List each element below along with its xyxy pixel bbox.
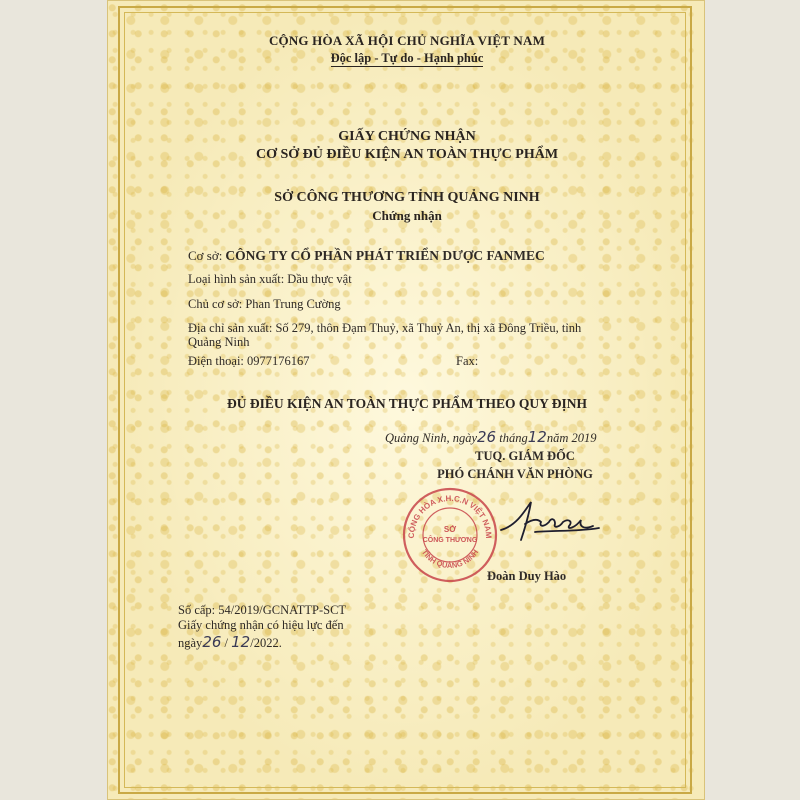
address-line1: Số 279, thôn Đạm Thuỷ, xã Thuỷ An, thị xã Đông Triều, tỉnh <box>275 321 582 335</box>
stamp-bottom-text: TỈNH QUẢNG NINH <box>419 547 481 570</box>
fax-label: Fax: <box>456 354 479 368</box>
validity-year: 2022. <box>253 636 282 650</box>
facility-name: CÔNG TY CỔ PHẦN PHÁT TRIỂN DƯỢC FANMEC <box>225 248 545 263</box>
certificate-number-row <box>178 603 346 618</box>
issue-place: Quảng Ninh, ngày <box>385 431 478 445</box>
production-type-value: Dầu thực vật <box>287 272 352 286</box>
issue-day: 26 <box>477 428 497 446</box>
official-stamp <box>400 485 500 585</box>
motto-text: Độc lập - Tự do - Hạnh phúc <box>330 51 484 65</box>
issuing-authority: SỞ CÔNG THƯƠNG TỈNH QUẢNG NINH <box>274 190 540 205</box>
signatory-title-2: PHÓ CHÁNH VĂN PHÒNG <box>437 467 593 481</box>
certifies-label: Chứng nhận <box>372 208 442 223</box>
certificate-number-label: Số cấp: <box>178 603 216 617</box>
facility-row <box>188 248 545 264</box>
phone-row <box>188 354 310 369</box>
validity-line: Giấy chứng nhận có hiệu lực đến <box>178 618 344 632</box>
owner-label: Chủ cơ sở: <box>188 297 243 311</box>
signatory-name: Đoàn Duy Hào <box>487 569 567 583</box>
validity-month: 12 <box>231 633 251 651</box>
address-label: Địa chỉ sản xuất: <box>188 321 273 335</box>
nation-heading: CỘNG HÒA XÃ HỘI CHỦ NGHĨA VIỆT NAM <box>268 33 546 48</box>
issue-month-label: tháng <box>499 431 528 445</box>
owner-row <box>188 297 341 312</box>
phone-value: 0977176167 <box>247 354 310 368</box>
compliance-statement: ĐỦ ĐIỀU KIỆN AN TOÀN THỰC PHẨM THEO QUY ĐỊNH <box>227 396 587 411</box>
motto <box>117 51 697 66</box>
certificate-subtitle: CƠ SỞ ĐỦ ĐIỀU KIỆN AN TOÀN THỰC PHẨM <box>255 147 559 162</box>
issue-year: năm 2019 <box>546 431 597 445</box>
facility-label: Cơ sở: <box>188 248 223 263</box>
production-type-label: Loại hình sản xuất: <box>188 272 285 286</box>
phone-label: Điện thoại: <box>188 354 244 368</box>
certificate-number: 54/2019/GCNATTP-SCT <box>218 603 347 617</box>
stamp-center-line1: SỞ <box>443 525 457 534</box>
stamp-ring-text: CỘNG HÒA X.H.C.N VIỆT NAM <box>406 493 494 539</box>
signatory-title-1: TUQ. GIÁM ĐỐC <box>475 449 575 463</box>
address-row <box>188 321 581 336</box>
validity-date: ngày26 / 12/2022. <box>178 633 282 651</box>
owner-value: Phan Trung Cường <box>245 297 341 311</box>
issue-date-line <box>385 428 596 446</box>
validity-day: 26 <box>202 633 222 651</box>
stamp-center-line2: CÔNG THƯƠNG <box>422 537 478 544</box>
production-type-row <box>188 272 352 287</box>
validity-prefix: ngày <box>178 636 203 650</box>
signature <box>495 496 605 546</box>
certificate-title: GIẤY CHỨNG NHẬN <box>338 129 476 144</box>
address-line2: Quảng Ninh <box>188 335 250 349</box>
issue-month: 12 <box>527 428 547 446</box>
